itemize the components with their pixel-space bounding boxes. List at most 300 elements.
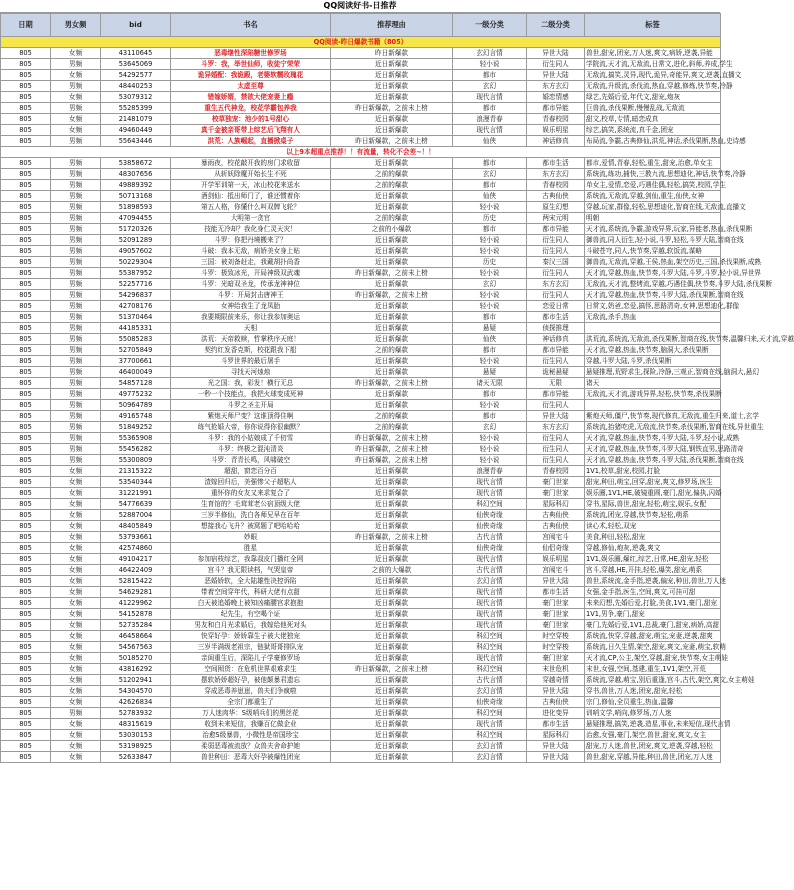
cat2-cell[interactable]: 异世大陆 [527,752,585,763]
book-title-cell[interactable]: 开学军训第一天，冰山校花来送水 [171,180,331,191]
date-cell[interactable]: 805 [1,224,51,235]
cat1-cell[interactable]: 现代言情 [453,598,527,609]
cat2-cell[interactable]: 青春校园 [527,466,585,477]
book-title-cell[interactable]: 胜星 [171,543,331,554]
gender-cell[interactable]: 男频 [51,301,101,312]
gender-cell[interactable]: 女频 [51,48,101,59]
gender-cell[interactable]: 男频 [51,268,101,279]
cat1-cell[interactable]: 仙侠 [453,136,527,147]
cat1-cell[interactable]: 现代言情 [453,488,527,499]
cat2-cell[interactable]: 星际科幻 [527,499,585,510]
cat2-cell[interactable]: 异世大陆 [527,48,585,59]
cat1-cell[interactable]: 玄幻言情 [453,576,527,587]
reason-cell[interactable]: 昨日新爆款 [331,48,453,59]
cat1-cell[interactable]: 古代言情 [453,565,527,576]
cat1-cell[interactable]: 仙侠奇缘 [453,510,527,521]
gender-cell[interactable]: 女频 [51,125,101,136]
gender-cell[interactable]: 男频 [51,235,101,246]
cat2-cell[interactable]: 豪门世家 [527,598,585,609]
bid-cell[interactable]: 37700661 [101,356,171,367]
book-title-cell[interactable]: 收到未来短信，我赚百亿做企业 [171,719,331,730]
cat2-cell[interactable]: 豪门世家 [527,477,585,488]
cat1-cell[interactable]: 仙侠 [453,334,527,345]
book-title-cell[interactable]: 柔弱恶毒被流放？众兽夫舍命护她 [171,741,331,752]
book-title-cell[interactable]: 练气抢婚大帝，你你说得你很幽默？ [171,422,331,433]
bid-cell[interactable]: 41229962 [101,598,171,609]
bid-cell[interactable]: 42574860 [101,543,171,554]
header-cat1[interactable]: 一级分类 [453,14,527,37]
date-cell[interactable]: 805 [1,433,51,444]
book-title-cell[interactable]: 契约红发香克斯，校花跟我下船 [171,345,331,356]
cat1-cell[interactable]: 现代言情 [453,125,527,136]
reason-cell[interactable]: 近日新爆款 [331,202,453,213]
gender-cell[interactable]: 女频 [51,554,101,565]
tags-cell[interactable]: 绿艺,先婚后爱,年代文,甜宠,炮灰 [585,92,721,103]
tags-cell[interactable]: 娱乐圈,1V1,HE,破镜重圆,豪门,甜宠,偏执,闪婚 [586,489,722,497]
tags-cell[interactable]: 悬疑推理,搞笑,逆袭,造星,事业,未来短信,现代言情 [586,720,731,728]
book-title-cell[interactable]: 斗罗之圣主开局 [171,400,331,411]
book-title-cell[interactable]: 斗罗：青青长鸣，风啸破空 [171,455,331,466]
book-title-cell[interactable]: 酒剑仙：抵出师门了，谁还惯着你 [171,191,331,202]
reason-cell[interactable]: 之前的小爆款 [331,224,453,235]
cat2-cell[interactable]: 进化变异 [527,708,585,719]
gender-cell[interactable]: 男频 [51,708,101,719]
book-title-cell[interactable]: 真千金被亲哥带上综艺后飞翔有人 [171,125,331,136]
book-title-cell[interactable]: 寻找天河烛烛 [171,367,331,378]
reason-cell[interactable]: 昨日新爆款，之前未上榜 [331,664,453,675]
reason-cell[interactable]: 近日新爆款 [331,510,453,521]
bid-cell[interactable]: 54857128 [101,378,171,389]
gender-cell[interactable]: 女频 [51,576,101,587]
cat1-cell[interactable]: 轻小说 [453,455,527,466]
date-cell[interactable]: 805 [1,444,51,455]
book-title-cell[interactable]: 我要期限前来乐，你让我参加奥运 [171,312,331,323]
gender-cell[interactable]: 女频 [51,686,101,697]
table-row[interactable] [1,422,721,433]
header-cat2[interactable]: 二级分类 [527,14,585,37]
gender-cell[interactable]: 男频 [51,103,101,114]
tags-cell[interactable]: 无敌流,天才流,游戏异界,轻松,快节奏,杀伐果断 [586,390,722,398]
gender-cell[interactable]: 男频 [51,180,101,191]
featured-row[interactable] [1,114,721,125]
cat2-cell[interactable]: 都市异能 [527,103,585,114]
cat2-cell[interactable]: 古典仙侠 [527,510,585,521]
tags-cell[interactable]: 兽世,甜宠,团宠,万人迷,爽文,病娇,逆袭,异能 [585,48,721,59]
gender-cell[interactable]: 男频 [51,191,101,202]
table-row[interactable] [1,488,721,499]
tags-cell[interactable] [585,400,721,411]
gender-cell[interactable]: 女频 [51,653,101,664]
date-cell[interactable]: 805 [1,158,51,169]
table-row[interactable] [1,620,721,631]
bid-cell[interactable]: 53079312 [101,92,171,103]
gender-cell[interactable]: 女频 [51,664,101,675]
book-title-cell[interactable]: 太虚至尊 [171,81,331,92]
cat2-cell[interactable]: 都市生活 [527,587,585,598]
reason-cell[interactable]: 近日新爆款 [331,312,453,323]
table-row[interactable] [1,565,721,576]
reason-cell[interactable]: 昨日新爆款，之前未上榜 [331,290,453,301]
tags-cell[interactable]: 穿越,斗罗大陆,斗罗,杀伐果断 [585,356,721,367]
table-row[interactable] [1,290,721,301]
date-cell[interactable]: 805 [1,279,51,290]
bid-cell[interactable]: 46422409 [101,565,171,576]
table-row[interactable] [1,697,721,708]
table-row[interactable] [1,389,721,400]
cat2-cell[interactable]: 衍生同人 [527,235,585,246]
cat1-cell[interactable]: 玄幻言情 [453,48,527,59]
header-gender[interactable]: 男女频 [51,14,101,37]
date-cell[interactable]: 805 [1,246,51,257]
cat1-cell[interactable]: 轻小说 [453,246,527,257]
tags-cell[interactable]: 穿越,修仙,炮灰,逆袭,爽文 [585,543,721,554]
date-cell[interactable]: 805 [1,136,51,147]
featured-row[interactable] [1,81,721,92]
date-cell[interactable]: 805 [1,488,51,499]
book-title-cell[interactable]: 恶毒继性深陷糖世修罗场 [171,48,331,59]
gender-cell[interactable]: 男频 [51,136,101,147]
book-title-cell[interactable]: 斗罗世界的最后屠手 [171,356,331,367]
cat1-cell[interactable]: 科幻空间 [453,708,527,719]
table-row[interactable] [1,356,721,367]
book-title-cell[interactable]: 错嫁娇婿，禁欲大佬宠妻上瘾 [171,92,331,103]
date-cell[interactable]: 805 [1,378,51,389]
bid-cell[interactable]: 54776639 [101,499,171,510]
tags-cell[interactable]: 单女主,爱情,恋爱,巧遇佳偶,轻松,搞笑,校园,学生 [586,181,726,189]
cat2-cell[interactable]: 衍生同人 [527,246,585,257]
reason-cell[interactable]: 近日新爆款 [331,631,453,642]
table-row[interactable] [1,312,721,323]
tags-cell[interactable]: 巨兽流,杀伐果断,慢慢乱战,无敌流 [585,103,721,114]
book-title-cell[interactable]: 三岁半满级老祖宗，链狱哥哥排队宠 [171,642,331,653]
date-cell[interactable]: 805 [1,400,51,411]
cat1-cell[interactable]: 仙侠奇缘 [453,543,527,554]
date-cell[interactable]: 805 [1,587,51,598]
cat2-cell[interactable]: 东方玄幻 [527,422,585,433]
bid-cell[interactable]: 55456282 [101,444,171,455]
date-cell[interactable]: 805 [1,389,51,400]
book-title-cell[interactable]: 万人迷肉华：S级哨兵们的黑丝花 [171,708,331,719]
gender-cell[interactable]: 男频 [51,279,101,290]
cat1-cell[interactable]: 现代言情 [453,554,527,565]
bid-cell[interactable]: 52633847 [101,752,171,763]
cat2-cell[interactable]: 都市生活 [527,719,585,730]
reason-cell[interactable]: 近日新爆款 [331,730,453,741]
cat1-cell[interactable]: 现代言情 [453,477,527,488]
table-row[interactable] [1,257,721,268]
date-cell[interactable]: 805 [1,752,51,763]
bid-cell[interactable]: 51849252 [101,422,171,433]
book-title-cell[interactable]: 重怀你的女友又来求复合了 [171,488,331,499]
tags-cell[interactable]: 系统流,无敌流,穿越,剑仙,重生,仙侠,女神 [585,191,721,202]
gender-cell[interactable]: 女频 [51,598,101,609]
bid-cell[interactable]: 21315322 [101,466,171,477]
tags-cell[interactable]: 无敌流,搞笑,灵异,现代,诡异,奇能异,爽文,逆袭,直播文 [586,71,742,79]
bid-cell[interactable]: 54296837 [101,290,171,301]
reason-cell[interactable]: 之前的爆款 [331,213,453,224]
gender-cell[interactable]: 男频 [51,345,101,356]
bid-cell[interactable]: 55643446 [101,136,171,147]
bid-cell[interactable]: 55387952 [101,268,171,279]
cat2-cell[interactable]: 两宋元明 [527,213,585,224]
book-title-cell[interactable]: 紫炮天师尸变？这谁顶得住啊 [171,411,331,422]
bid-cell[interactable]: 54292577 [101,70,171,81]
bid-cell[interactable]: 47094455 [101,213,171,224]
tags-cell[interactable]: 系统流,穿越,萌宝,别后重逢,宫斗,古代,架空,爽文,女主萌娃 [586,676,755,684]
cat2-cell[interactable]: 都市生活 [527,158,585,169]
header-date[interactable]: 日期 [1,14,51,37]
tags-cell[interactable]: 天才流,CP,公主,架空,穿越,甜宠,快节奏,女主萌娃 [586,654,728,662]
gender-cell[interactable]: 男频 [51,59,101,70]
tags-cell[interactable]: 系统流,抬猪吃虎,无敌流,快节奏,杀伐果断,智商在线,异世重生 [586,423,764,431]
cat1-cell[interactable]: 轻小说 [453,356,527,367]
reason-cell[interactable]: 昨日新爆款，之前未上榜 [331,136,453,147]
reason-cell[interactable]: 昨日新爆款，之前未上榜 [331,268,453,279]
tags-cell[interactable]: 读心术,轻松,双宠 [585,521,721,532]
cat2-cell[interactable]: 衍生同人 [527,59,585,70]
date-cell[interactable]: 805 [1,290,51,301]
book-title-cell[interactable]: 斗罗：我的小姑娘成了千仞雪 [171,433,331,444]
table-row[interactable] [1,554,721,565]
reason-cell[interactable]: 近日新爆款 [331,488,453,499]
cat1-cell[interactable]: 科幻空间 [453,499,527,510]
bid-cell[interactable]: 46400049 [101,367,171,378]
reason-cell[interactable]: 昨日新爆款，之前未上榜 [331,455,453,466]
gender-cell[interactable]: 男频 [51,312,101,323]
tags-cell[interactable]: 无敌流,天才流,整烤流,穿越,巧遇佳偶,快节奏,斗罗大陆,杀伐果断 [586,280,773,288]
cat2-cell[interactable]: 神话修真 [527,334,585,345]
tags-cell[interactable]: 1V1,校草,甜宠,校园,打脸 [585,466,721,477]
tags-cell[interactable]: 末世,女强,空间,基建,重生,1V1,架空,开荒 [585,664,721,675]
cat2-cell[interactable]: 时空穿梭 [527,642,585,653]
bid-cell[interactable]: 50229304 [101,257,171,268]
bid-cell[interactable]: 54629281 [101,587,171,598]
cat2-cell[interactable]: 神话修真 [527,136,585,147]
book-title-cell[interactable]: 校草独宠：池少的1号甜心 [171,114,331,125]
table-row[interactable] [1,532,721,543]
table-row[interactable] [1,367,721,378]
cat1-cell[interactable]: 轻小说 [453,235,527,246]
cat2-cell[interactable]: 豪门世家 [527,653,585,664]
tags-cell[interactable] [585,323,721,334]
reason-cell[interactable]: 近日新爆款 [331,587,453,598]
date-cell[interactable]: 805 [1,598,51,609]
header-reason[interactable]: 推荐理由 [331,14,453,37]
tags-cell[interactable]: 甜宠,种田,萌宝,回穿,甜宠,爽文,修罗场,医生 [585,477,721,488]
header-bid[interactable]: bid [101,14,171,37]
tags-cell[interactable]: 无敌流,杀手,热血 [585,312,721,323]
reason-cell[interactable]: 近日新爆款 [331,697,453,708]
book-title-cell[interactable]: 洪荒：人族崛起，直播掀桌子 [171,136,331,147]
cat2-cell[interactable]: 仙侣奇缘 [527,543,585,554]
date-cell[interactable]: 805 [1,565,51,576]
bid-cell[interactable]: 50964789 [101,400,171,411]
date-cell[interactable]: 805 [1,103,51,114]
tags-cell[interactable]: 穿书,星际,兽世,甜宠,轻松,萌宝,娱乐,女配 [585,499,721,510]
date-cell[interactable]: 805 [1,532,51,543]
book-title-cell[interactable]: 想接我心飞升？被窝题了吧哈哈哈 [171,521,331,532]
cat2-cell[interactable]: 豪门世家 [527,620,585,631]
book-title-cell[interactable]: 治愈S级暴兽，小微性是帝国珍宝 [171,730,331,741]
cat1-cell[interactable]: 轻小说 [453,433,527,444]
reason-cell[interactable]: 近日新爆款 [331,752,453,763]
bid-cell[interactable]: 48307656 [101,169,171,180]
reason-cell[interactable]: 近日新爆款 [331,114,453,125]
cat1-cell[interactable]: 仙侠 [453,191,527,202]
date-cell[interactable]: 805 [1,235,51,246]
date-cell[interactable]: 805 [1,345,51,356]
book-title-cell[interactable]: 从斩妖除魔开始长生不死 [171,169,331,180]
bid-cell[interactable]: 21481079 [101,114,171,125]
date-cell[interactable]: 805 [1,180,51,191]
cat1-cell[interactable]: 浪漫青春 [453,114,527,125]
reason-cell[interactable]: 近日新爆款 [331,477,453,488]
bid-cell[interactable]: 51898593 [101,202,171,213]
cat2-cell[interactable]: 娱乐明星 [527,125,585,136]
reason-cell[interactable]: 近日新爆款 [331,741,453,752]
bid-cell[interactable]: 49775232 [101,389,171,400]
table-row[interactable] [1,510,721,521]
gender-cell[interactable]: 女频 [51,488,101,499]
date-cell[interactable]: 805 [1,499,51,510]
reason-cell[interactable]: 近日新爆款 [331,301,453,312]
gender-cell[interactable]: 男频 [51,290,101,301]
reason-cell[interactable]: 近日新爆款 [331,246,453,257]
cat1-cell[interactable]: 仙侠奇缘 [453,697,527,708]
featured-row[interactable] [1,59,721,70]
tags-cell[interactable]: 豪门,先婚后爱,1V1,总裁,豪门,甜宠,病娇,高甜 [586,621,720,629]
bid-cell[interactable]: 54567563 [101,642,171,653]
gender-cell[interactable]: 女频 [51,114,101,125]
bid-cell[interactable]: 43816292 [101,664,171,675]
bid-cell[interactable]: 48440253 [101,81,171,92]
cat1-cell[interactable]: 玄幻 [453,279,527,290]
cat2-cell[interactable]: 异世大陆 [527,741,585,752]
date-cell[interactable]: 805 [1,730,51,741]
gender-cell[interactable]: 女频 [51,642,101,653]
tags-cell[interactable]: 系统流,团宠,穿越,快节奏,轻松,萌系 [585,510,721,521]
gender-cell[interactable]: 女频 [51,92,101,103]
date-cell[interactable]: 805 [1,686,51,697]
reason-cell[interactable]: 之前的爆款 [331,169,453,180]
reason-cell[interactable]: 近日新爆款 [331,92,453,103]
book-title-cell[interactable]: 诡异婚配：我诡殿，老婆软糯玫瑰花 [171,70,331,81]
bid-cell[interactable]: 49460449 [101,125,171,136]
date-cell[interactable]: 805 [1,554,51,565]
gender-cell[interactable]: 男频 [51,246,101,257]
cat2-cell[interactable]: 都市生活 [527,312,585,323]
date-cell[interactable]: 805 [1,653,51,664]
cat2-cell[interactable]: 异世大陆 [527,70,585,81]
table-row[interactable] [1,719,721,730]
gender-cell[interactable]: 女频 [51,466,101,477]
cat2-cell[interactable]: 无限 [527,378,585,389]
tags-cell[interactable]: 女强,金手指,医生,空间,爽文,可挂可甜 [585,587,721,598]
table-row[interactable] [1,202,721,213]
book-title-cell[interactable]: 全宗门都重生了 [171,697,331,708]
bid-cell[interactable]: 53645069 [101,59,171,70]
table-row[interactable] [1,455,721,466]
table-row[interactable] [1,444,721,455]
table-row[interactable] [1,521,721,532]
bid-cell[interactable]: 52705849 [101,345,171,356]
reason-cell[interactable]: 之前的爆款 [331,345,453,356]
cat1-cell[interactable]: 玄幻 [453,422,527,433]
cat2-cell[interactable]: 穿越奇情 [527,675,585,686]
gender-cell[interactable]: 男频 [51,422,101,433]
reason-cell[interactable]: 昨日新爆款，之前未上榜 [331,378,453,389]
tags-cell[interactable]: 无敌流,升级流,杀伐流,热血,穿越,修炼,快节奏,冷静 [586,82,733,90]
reason-cell[interactable]: 近日新爆款 [331,235,453,246]
bid-cell[interactable]: 48315619 [101,719,171,730]
bid-cell[interactable]: 52091289 [101,235,171,246]
date-cell[interactable]: 805 [1,455,51,466]
table-row[interactable] [1,598,721,609]
cat1-cell[interactable]: 悬疑 [453,323,527,334]
table-row[interactable] [1,345,721,356]
date-cell[interactable]: 805 [1,543,51,554]
table-row[interactable] [1,708,721,719]
gender-cell[interactable]: 女频 [51,631,101,642]
tags-cell[interactable]: 洪荒流,系统流,无敌流,杀伐果断,智商在线,快节奏,温馨归来,天才流,穿越 [586,335,794,343]
date-cell[interactable]: 805 [1,125,51,136]
table-row[interactable] [1,686,721,697]
bid-cell[interactable]: 42708176 [101,301,171,312]
tags-cell[interactable]: 兽世,系统流,金手指,逆袭,偏宠,种田,兽世,万人迷 [586,577,726,585]
tags-cell[interactable]: 天才流,穿越,热血,快节奏,斗罗大陆,钢铁直男,思路清奇 [586,445,744,453]
book-title-cell[interactable]: 大明第一贪官 [171,213,331,224]
cat2-cell[interactable]: 衍生同人 [527,268,585,279]
cat2-cell[interactable]: 恋爱日常 [527,301,585,312]
reason-cell[interactable]: 近日新爆款 [331,653,453,664]
gender-cell[interactable]: 男频 [51,455,101,466]
gender-cell[interactable]: 女频 [51,70,101,81]
reason-cell[interactable]: 近日新爆款 [331,708,453,719]
table-row[interactable] [1,246,721,257]
table-row[interactable] [1,664,721,675]
cat2-cell[interactable]: 诡秘悬疑 [527,367,585,378]
table-row[interactable] [1,180,721,191]
tags-cell[interactable]: 紫炮天师,僵尸,快节奏,现代修真,无敌流,重生归来,道士,玄学 [586,412,759,420]
cat1-cell[interactable]: 科幻空间 [453,664,527,675]
date-cell[interactable]: 805 [1,268,51,279]
book-title-cell[interactable]: 斗罗：我，举世仙师，收徒宁荣荣 [171,59,331,70]
tags-cell[interactable]: 天才流,穿越,热血,快节奏,斗罗大陆,杀伐果断,智商在线 [586,291,744,299]
cat2-cell[interactable]: 婚恋情感 [527,92,585,103]
date-cell[interactable]: 805 [1,631,51,642]
cat2-cell[interactable]: 衍生同人 [527,290,585,301]
cat1-cell[interactable]: 轻小说 [453,59,527,70]
book-title-cell[interactable]: 技能无冷却？我化身仁灵天灾！ [171,224,331,235]
cat1-cell[interactable]: 历史 [453,257,527,268]
reason-cell[interactable]: 之前的爆款 [331,180,453,191]
featured-row[interactable] [1,125,721,136]
bid-cell[interactable]: 31221991 [101,488,171,499]
bid-cell[interactable]: 42626834 [101,697,171,708]
book-title-cell[interactable]: 暴雨夜，校花敲开我的房门求收留 [171,158,331,169]
tags-cell[interactable]: 日常文,奶爸,恋爱,搞怪,思路清奇,女神,思想迪化,群像 [586,302,740,310]
table-row[interactable] [1,411,721,422]
bid-cell[interactable]: 55300809 [101,455,171,466]
reason-cell[interactable]: 近日新爆款 [331,257,453,268]
book-title-cell[interactable]: 生育馆的？毛茸茸老公宿顶级大佬 [171,499,331,510]
header-title[interactable]: 书名 [171,14,331,37]
date-cell[interactable]: 805 [1,664,51,675]
date-cell[interactable]: 805 [1,202,51,213]
bid-cell[interactable]: 53030153 [101,730,171,741]
cat2-cell[interactable]: 异世大陆 [527,576,585,587]
reason-cell[interactable]: 之前的大爆款 [331,565,453,576]
